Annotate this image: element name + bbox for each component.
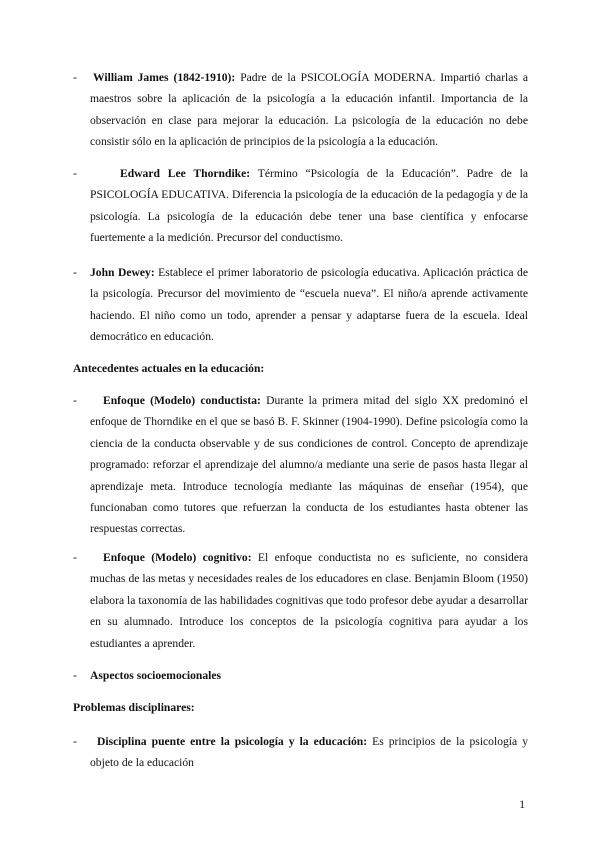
list-item <box>73 390 528 540</box>
list-item <box>73 262 528 348</box>
bullet-dash: - <box>73 71 77 84</box>
bullet-dash: - <box>73 551 77 564</box>
item-term: Edward Lee Thorndike: <box>120 167 251 180</box>
page-number: 1 <box>519 798 525 811</box>
bullet-dash: - <box>73 394 77 407</box>
item-text: Es principios de la psicología y objeto de la educación <box>90 735 528 770</box>
list-item <box>73 547 528 654</box>
item-term: Aspectos socioemocionales <box>90 669 222 682</box>
item-text: Durante la primera mitad del siglo XX predominó el enfoque de Thorndike en el que se basó B. F. Skinner (1904-1990). Define psicología como la ciencia de la conducta observable y de sus condiciones de control. Concepto de aprendizaje programado: reforzar el aprendizaje del alumno/a mediante una serie de pasos hasta llegar al aprendizaje meta. Introduce tecnología mediante las máquinas de enseñar (1954), que funcionaban como tutores que refuerzan la conducta de los estudiantes hasta obtener las respuestas correctas. <box>90 394 528 536</box>
section-heading-problems: Problemas disciplinares: <box>73 701 195 714</box>
item-term: Enfoque (Modelo) conductista: <box>103 394 261 407</box>
list-item <box>73 163 528 249</box>
item-text: El enfoque conductista no es suficiente, no considera muchas de las metas y necesidades reales de los educadores en clase. Benjamin Bloom (1950) elabora la taxonomía de las habilidades cognitivas que todo profesor debe ayudar a desarrollar en su alumnado. Introduce los conceptos de la psicología cognitiva para ayudar a los estudiantes a aprender. <box>90 551 528 650</box>
bullet-dash: - <box>73 669 77 682</box>
list-item <box>73 731 528 774</box>
bullet-dash: - <box>73 266 77 279</box>
item-term: John Dewey: <box>90 266 155 279</box>
item-text: Establece el primer laboratorio de psicología educativa. Aplicación práctica de la psicología. Precursor del movimiento de “escuela nueva”. El niño/a aprende activamente haciendo. El niño como un todo, aprender a pensar y adaptarse fuera de la escuela. Ideal democrático en educación. <box>90 266 528 344</box>
section-heading-current: Antecedentes actuales en la educación: <box>73 362 265 375</box>
item-term: Disciplina puente entre la psicología y la educación: <box>97 735 368 748</box>
bullet-dash: - <box>73 167 77 180</box>
item-term: William James (1842-1910): <box>93 71 236 84</box>
list-item <box>73 665 528 686</box>
bullet-dash: - <box>73 735 77 748</box>
list-item <box>73 67 528 153</box>
item-term: Enfoque (Modelo) cognitivo: <box>103 551 252 564</box>
item-text: Término “Psicología de la Educación”. Padre de la PSICOLOGÍA EDUCATIVA. Diferencia la psicología de la educación de la pedagogía y de la psicología. La psicología de la educación debe tener una base científica y enfocarse fuertemente a la medición. Precursor del conductismo. <box>90 167 528 245</box>
item-text: Padre de la PSICOLOGÍA MODERNA. Impartió charlas a maestros sobre la aplicación de la psicología a la educación infantil. Importancia de la observación en clase para mejorar la educación. La psicología de la educación no debe consistir sólo en la aplicación de principios de la psicología a la educación. <box>90 71 528 149</box>
